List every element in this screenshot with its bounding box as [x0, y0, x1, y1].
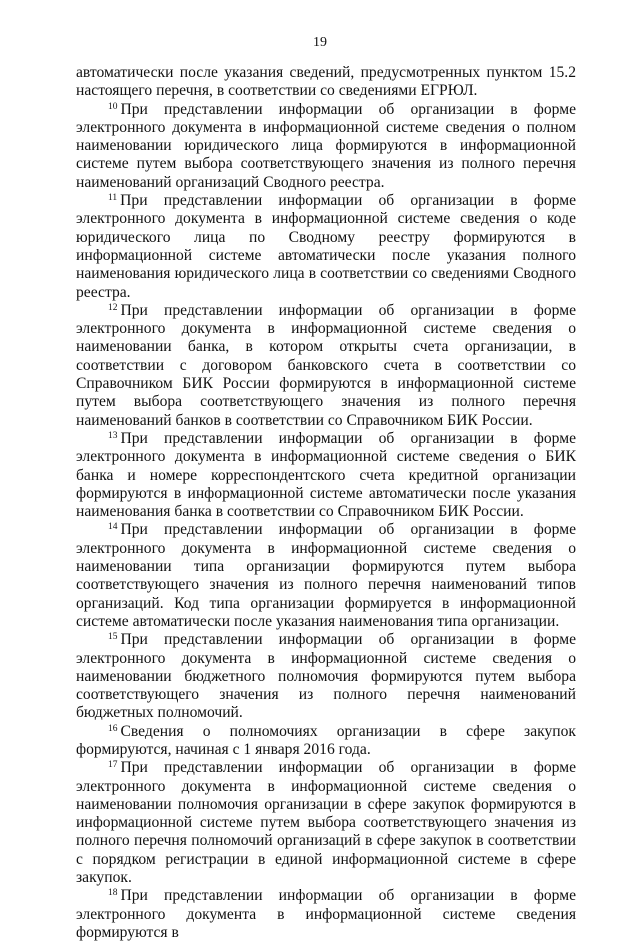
paragraph-text: При представлении информации об организации в форме электронного документа в информационной системе сведения о полном наименовании юридического лица формируются в информационной системе путем выбора соответствующего значения из полного перечня наименований организаций Сводного реестра. — [76, 100, 576, 191]
paragraph-text: При представлении информации об организации в форме электронного документа в информационной системе сведения о наименовании полномочия организации в сфере закупок формируются в информационной системе путем выбора соответствующего значения из полного перечня полномочий организаций в сфере закупок в соответствии с порядком регистрации в единой информационной системе в сфере закупок. — [76, 759, 576, 887]
document-body — [76, 64, 576, 942]
paragraph-continuation — [76, 64, 576, 101]
footnote-marker: 13 — [108, 430, 118, 441]
paragraph-text: При представлении информации об организации в форме электронного документа в информационной системе сведения о БИК банка и номере корреспондентского счета кредитной организации формируются в информационной системе автоматически после указания наименования банка в соответствии со Справочником БИК России. — [76, 429, 576, 521]
footnote-marker: 11 — [108, 193, 118, 204]
footnote-paragraph-11 — [76, 192, 576, 302]
footnote-paragraph-14 — [76, 521, 576, 631]
paragraph-text: При представлении информации об организации в форме электронного документа в информационной системе сведения о наименовании типа организации формируются путем выбора соответствующего значения из полного перечня наименований типов организаций. Код типа организации формируется в информационной системе автоматически после указания наименования типа организации. — [76, 521, 576, 630]
footnote-marker: 10 — [108, 101, 118, 112]
footnote-paragraph-18 — [76, 887, 576, 942]
paragraph-text: Сведения о полномочиях организации в сфере закупок формируются, начиная с 1 января 2016 года. — [76, 722, 576, 758]
paragraph-text: При представлении информации об организации в форме электронного документа в информационной системе сведения о наименовании банка, в котором открыты счета организации, в соответствии с договором банковского счета в соответствии со Справочником БИК России формируются в информационной системе путем выбора соответствующего значения из полного перечня наименований банков в соответствии со Справочником БИК России. — [76, 301, 576, 429]
footnote-paragraph-10 — [76, 101, 576, 192]
footnote-paragraph-16 — [76, 723, 576, 760]
paragraph-text: автоматически после указания сведений, предусмотренных пунктом 15.2 настоящего перечня, в соответствии со сведениями ЕГРЮЛ. — [76, 64, 576, 100]
footnote-marker: 14 — [108, 522, 118, 533]
paragraph-text: При представлении информации об организации в форме электронного документа в информационной системе сведения о коде юридического лица по Сводному реестру формируются в информационной системе автоматически после указания полного наименования юридического лица в соответствии со сведениями Сводного реестра. — [76, 192, 576, 301]
footnote-marker: 17 — [108, 760, 118, 771]
page-number: 19 — [313, 35, 327, 50]
footnote-marker: 18 — [108, 888, 118, 899]
paragraph-text: При представлении информации об организации в форме электронного документа в информационной системе сведения о наименовании бюджетного полномочия формируются путем выбора соответствующего значения из полного перечня наименований бюджетных полномочий. — [76, 631, 576, 722]
footnote-marker: 16 — [108, 723, 118, 734]
footnote-marker: 15 — [108, 632, 118, 643]
footnote-paragraph-17 — [76, 759, 576, 887]
footnote-marker: 12 — [108, 302, 118, 313]
paragraph-text: При представлении информации об организации в форме электронного документа в информационной системе сведения формируются в — [76, 887, 576, 941]
footnote-paragraph-15 — [76, 631, 576, 722]
footnote-paragraph-12 — [76, 302, 576, 430]
footnote-paragraph-13 — [76, 430, 576, 521]
